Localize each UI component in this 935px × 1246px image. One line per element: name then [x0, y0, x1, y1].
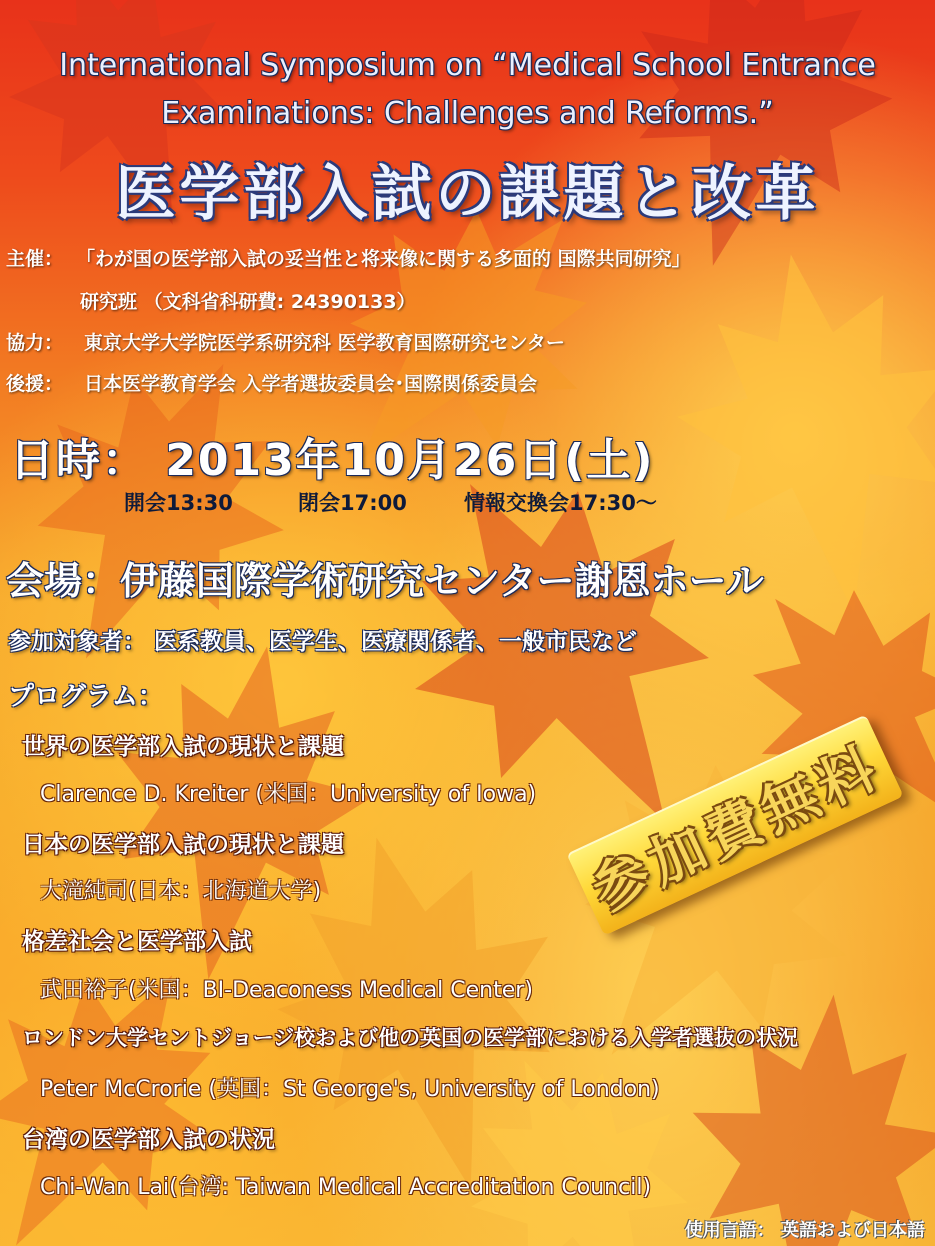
- program-label: プログラム：: [8, 682, 164, 712]
- event-date: 日時： 2013年10月26日(土): [10, 435, 655, 486]
- language-note: 使用言語： 英語および日本語: [684, 1220, 925, 1241]
- talk-title: 世界の医学部入試の現状と課題: [22, 734, 344, 760]
- reception-time: 情報交換会17:30～: [464, 491, 657, 515]
- cooperation-label: 協力：: [6, 332, 64, 354]
- open-time: 開会13:30: [124, 491, 233, 515]
- support-label: 後援：: [6, 373, 64, 395]
- talk-title: 日本の医学部入試の現状と課題: [22, 832, 344, 858]
- title-japanese: 医学部入試の課題と改革: [115, 159, 820, 229]
- host-label: 主催：: [6, 248, 64, 270]
- host-text: 「わが国の医学部入試の妥当性と将来像に関する多面的 国際共同研究」: [76, 248, 691, 270]
- talk-speaker: Peter McCrorie (英国：St George's, University of London): [40, 1077, 660, 1102]
- support-text: 日本医学教育学会 入学者選抜委員会･国際関係委員会: [84, 373, 538, 395]
- talk-speaker: 武田裕子(米国：BI-Deaconess Medical Center): [40, 978, 533, 1003]
- talk-speaker: Chi-Wan Lai(台湾: Taiwan Medical Accreditation Council): [40, 1175, 652, 1200]
- title-english-line1: International Symposium on “Medical School Entrance: [59, 48, 876, 83]
- venue: 会場：伊藤国際学術研究センター謝恩ホール: [6, 559, 764, 603]
- free-admission-text: 参加費無料: [582, 734, 892, 925]
- talk-title: 格差社会と医学部入試: [22, 929, 252, 955]
- talk-speaker: Clarence D. Kreiter (米国：University of Iowa): [40, 782, 537, 807]
- cooperation-text: 東京大学大学院医学系研究科 医学教育国際研究センター: [84, 332, 565, 354]
- talk-title: 台湾の医学部入試の状況: [22, 1127, 275, 1153]
- talk-title: ロンドン大学セントジョージ校および他の英国の医学部における入学者選抜の状況: [22, 1026, 799, 1050]
- target-audience: 参加対象者： 医系教員、医学生、医療関係者、一般市民など: [8, 629, 638, 655]
- host-text-2: 研究班 （文科省科研費: 24390133）: [80, 291, 416, 313]
- talk-speaker: 大滝純司(日本：北海道大学): [40, 879, 322, 904]
- title-english-line2: Examinations: Challenges and Reforms.”: [161, 96, 774, 131]
- close-time: 閉会17:00: [298, 491, 407, 515]
